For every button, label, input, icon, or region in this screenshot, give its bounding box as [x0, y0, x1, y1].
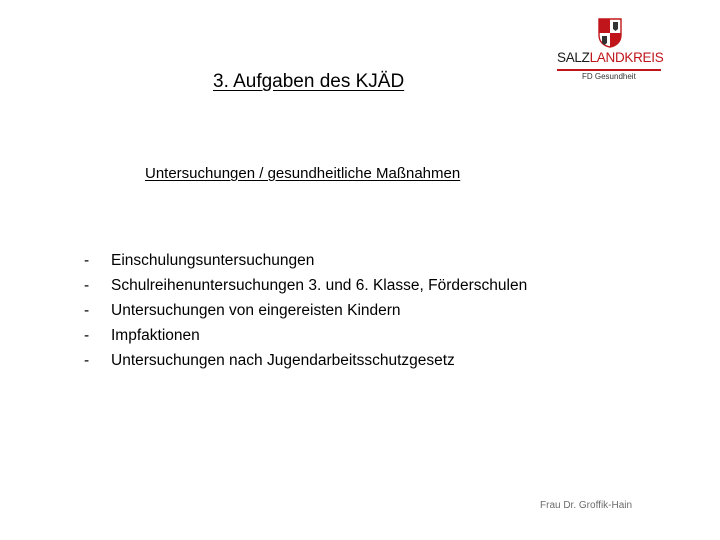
bullet-marker: - [84, 252, 90, 269]
list-item [84, 352, 527, 377]
bullet-list [84, 252, 527, 377]
coat-of-arms-icon [598, 18, 622, 48]
bullet-marker: - [84, 352, 90, 369]
list-item [84, 327, 527, 352]
bullet-marker: - [84, 302, 90, 319]
logo-subline: FD Gesundheit [582, 72, 636, 81]
slide-footer-author: Frau Dr. Groffik-Hain [540, 500, 633, 511]
list-item [84, 277, 527, 302]
logo-divider [557, 69, 661, 71]
list-item-text: Einschulungsuntersuchungen [111, 252, 315, 269]
bullet-marker: - [84, 277, 90, 294]
list-item-text: Untersuchungen nach Jugendarbeitsschutzgesetz [111, 352, 455, 369]
list-item [84, 302, 527, 327]
list-item-text: Schulreihenuntersuchungen 3. und 6. Klasse, Förderschulen [111, 277, 528, 294]
bullet-marker: - [84, 327, 90, 344]
list-item-text: Impfaktionen [111, 327, 200, 344]
list-item-text: Untersuchungen von eingereisten Kindern [111, 302, 401, 319]
list-item [84, 252, 527, 277]
slide-subtitle: Untersuchungen / gesundheitliche Maßnahmen [145, 165, 461, 182]
slide-title: 3. Aufgaben des KJÄD [213, 71, 405, 92]
logo-name: SALZLANDKREIS [557, 50, 664, 65]
salzlandkreis-logo [554, 18, 666, 88]
